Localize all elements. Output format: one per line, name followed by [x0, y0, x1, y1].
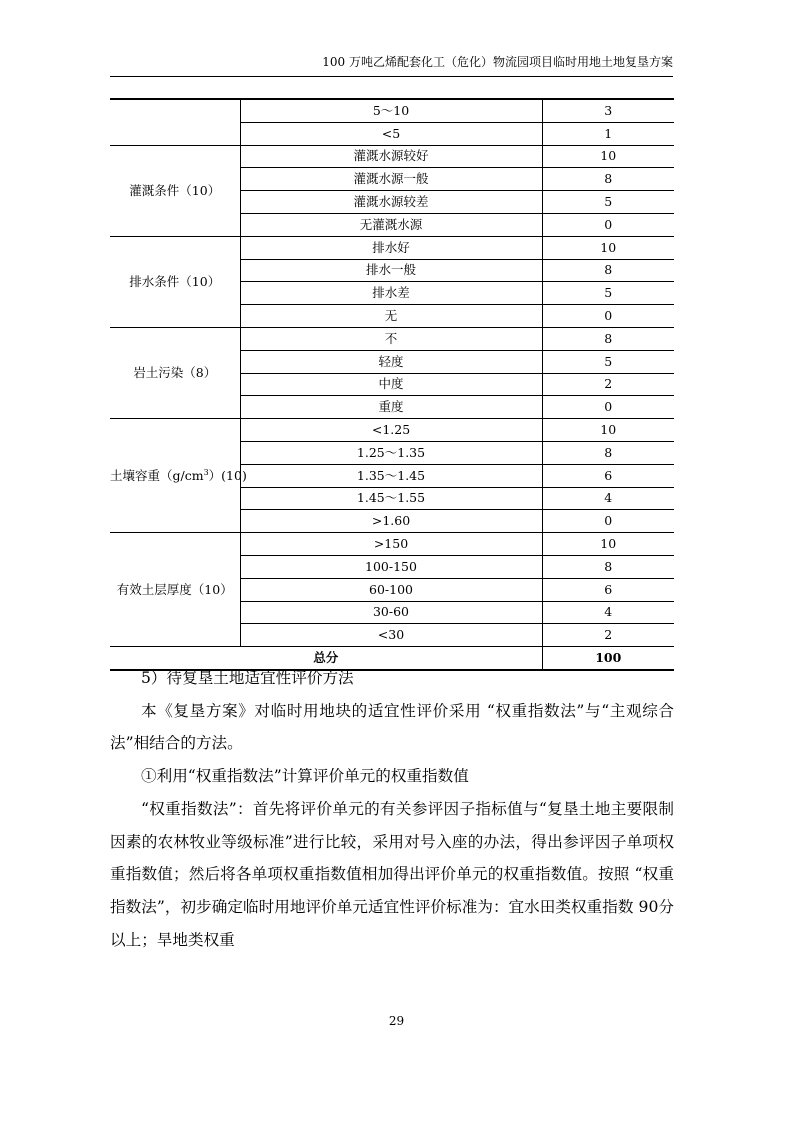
density-label-suffix: ）(10) — [208, 467, 247, 483]
category-cell — [110, 99, 240, 145]
table-row — [110, 533, 674, 556]
score-cell: 10 — [542, 533, 674, 556]
score-cell: 1 — [542, 122, 674, 145]
level-cell: 排水一般 — [240, 259, 542, 282]
level-cell: 100-150 — [240, 555, 542, 578]
table-row — [110, 236, 674, 259]
density-label-prefix: 土壤容重（g/cm — [110, 467, 204, 483]
score-cell: 10 — [542, 145, 674, 168]
level-cell: 排水好 — [240, 236, 542, 259]
level-cell: 无 — [240, 305, 542, 328]
score-cell: 5 — [542, 282, 674, 305]
score-cell: 6 — [542, 578, 674, 601]
level-cell: 无灌溉水源 — [240, 213, 542, 236]
score-cell: 2 — [542, 373, 674, 396]
body-text — [110, 662, 674, 956]
total-value: 100 — [542, 647, 674, 670]
step-heading: ①利用“权重指数法”计算评价单元的权重指数值 — [141, 767, 469, 786]
density-label-sup: 3 — [203, 467, 209, 477]
level-cell: >1.60 — [240, 510, 542, 533]
score-cell: 0 — [542, 510, 674, 533]
category-cell: 灌溉条件（10） — [110, 145, 240, 236]
category-cell: 有效土层厚度（10） — [110, 533, 240, 647]
table-row — [110, 327, 674, 350]
level-cell: 5～10 — [240, 99, 542, 122]
score-cell: 8 — [542, 168, 674, 191]
paragraph: 本《复垦方案》对临时用地块的适宜性评价采用 “权重指数法”与“主观综合法”相结合的方法。 — [110, 701, 674, 753]
level-cell: 1.45～1.55 — [240, 487, 542, 510]
table-row — [110, 419, 674, 442]
score-cell: 8 — [542, 259, 674, 282]
level-cell: 中度 — [240, 373, 542, 396]
score-cell: 0 — [542, 396, 674, 419]
level-cell: <1.25 — [240, 419, 542, 442]
running-header: 100 万吨乙烯配套化工（危化）物流园项目临时用地土地复垦方案 — [322, 55, 673, 69]
category-cell: 岩土污染（8） — [110, 327, 240, 418]
level-cell: 轻度 — [240, 350, 542, 373]
score-cell: 10 — [542, 236, 674, 259]
paragraph: “权重指数法”：首先将评价单元的有关参评因子指标值与“复垦土地主要限制因素的农林牧业等级标准”进行比较，采用对号入座的办法，得出参评因子单项权重指数值；然后将各单项权重指数值相加得出评价单元的权重指数值。按照 “权重指数法”，初步确定临时用地评价单元适宜性评价标准为：宜水田类权重指数 90分以上；旱地类权重 — [110, 799, 674, 949]
level-cell: 排水差 — [240, 282, 542, 305]
level-cell: 重度 — [240, 396, 542, 419]
category-cell — [110, 419, 247, 533]
page-number: 29 — [388, 1014, 405, 1028]
level-cell: 灌溉水源较差 — [240, 191, 542, 214]
level-cell: <30 — [240, 624, 542, 647]
score-cell: 6 — [542, 464, 674, 487]
score-cell: 8 — [542, 327, 674, 350]
score-cell: 0 — [542, 305, 674, 328]
level-cell: <5 — [240, 122, 542, 145]
level-cell: 30-60 — [240, 601, 542, 624]
table-row — [110, 99, 674, 122]
header-rule — [110, 76, 673, 77]
level-cell: >150 — [240, 533, 542, 556]
score-cell: 8 — [542, 555, 674, 578]
level-cell: 不 — [240, 327, 542, 350]
score-cell: 5 — [542, 350, 674, 373]
evaluation-table — [110, 98, 674, 671]
score-cell: 0 — [542, 213, 674, 236]
level-cell: 灌溉水源较好 — [240, 145, 542, 168]
level-cell: 60-100 — [240, 578, 542, 601]
score-cell: 2 — [542, 624, 674, 647]
table-row — [110, 145, 674, 168]
score-cell: 10 — [542, 419, 674, 442]
score-cell: 8 — [542, 441, 674, 464]
level-cell: 1.25～1.35 — [240, 441, 542, 464]
score-cell: 5 — [542, 191, 674, 214]
score-cell: 4 — [542, 487, 674, 510]
section-heading: 5）待复垦土地适宜性评价方法 — [141, 669, 354, 687]
total-label: 总分 — [110, 647, 542, 670]
level-cell: 灌溉水源一般 — [240, 168, 542, 191]
score-cell: 4 — [542, 601, 674, 624]
category-cell: 排水条件（10） — [110, 236, 240, 327]
score-cell: 3 — [542, 99, 674, 122]
level-cell: 1.35～1.45 — [240, 464, 542, 487]
